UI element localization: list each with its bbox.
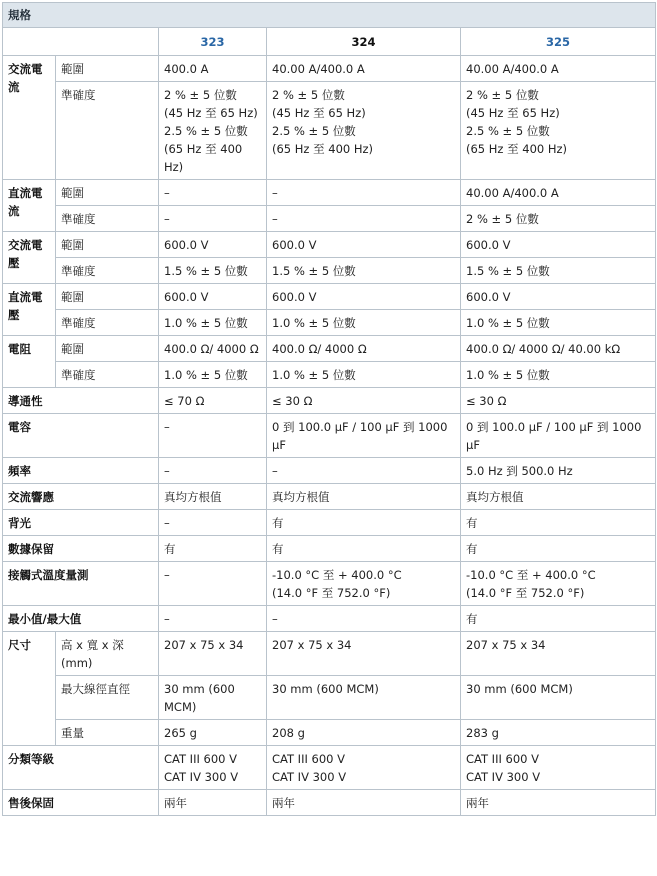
table-title: 規格 <box>3 3 656 28</box>
value-cell: 600.0 V <box>461 284 656 310</box>
value-cell: 1.0 % ± 5 位數 <box>267 362 461 388</box>
value-cell: 600.0 V <box>159 232 267 258</box>
table-row <box>3 606 656 632</box>
value-line: -10.0 °C 至 + 400.0 °C <box>272 568 402 582</box>
value-cell: 207 x 75 x 34 <box>159 632 267 676</box>
category-frequency: 頻率 <box>3 458 159 484</box>
category-resistance: 電阻 <box>3 336 56 388</box>
value-cell: 1.5 % ± 5 位數 <box>461 258 656 284</box>
value-cell: 600.0 V <box>461 232 656 258</box>
table-row <box>3 632 656 676</box>
table-row <box>3 56 656 82</box>
value-cell: – <box>159 414 267 458</box>
value-line: CAT IV 300 V <box>272 770 347 784</box>
table-row <box>3 458 656 484</box>
spec-table <box>2 2 656 816</box>
value-cell <box>461 82 656 180</box>
value-cell: 1.0 % ± 5 位數 <box>159 362 267 388</box>
header-empty-cell <box>3 28 159 56</box>
category-data-hold: 數據保留 <box>3 536 159 562</box>
table-row <box>3 180 656 206</box>
sub-label: 重量 <box>56 720 159 746</box>
category-dc-current: 直流電流 <box>3 180 56 232</box>
value-cell: 有 <box>267 536 461 562</box>
value-line: (45 Hz 至 65 Hz) <box>272 106 366 120</box>
value-cell: 1.5 % ± 5 位數 <box>267 258 461 284</box>
category-warranty: 售後保固 <box>3 790 159 816</box>
value-cell: 1.5 % ± 5 位數 <box>159 258 267 284</box>
value-cell: ≤ 30 Ω <box>461 388 656 414</box>
model-323-header: 323 <box>159 28 267 56</box>
category-ac-voltage: 交流電壓 <box>3 232 56 284</box>
value-line: 2 % ± 5 位數 <box>272 88 345 102</box>
table-row <box>3 82 656 180</box>
value-cell <box>267 746 461 790</box>
value-cell: 208 g <box>267 720 461 746</box>
value-cell: 30 mm (600 MCM) <box>267 676 461 720</box>
value-cell: 兩年 <box>461 790 656 816</box>
value-line: – <box>164 568 170 582</box>
value-line: CAT IV 300 V <box>466 770 541 784</box>
value-cell: 283 g <box>461 720 656 746</box>
category-rating: 分類等級 <box>3 746 159 790</box>
value-cell: 真均方根值 <box>461 484 656 510</box>
value-cell: 有 <box>267 510 461 536</box>
category-min-max: 最小值/最大值 <box>3 606 159 632</box>
table-row <box>3 484 656 510</box>
sub-label: 最大線徑直徑 <box>56 676 159 720</box>
category-contact-temperature: 接觸式溫度量測 <box>3 562 159 606</box>
value-cell: 兩年 <box>267 790 461 816</box>
value-cell <box>461 562 656 606</box>
sub-label: 範圍 <box>56 56 159 82</box>
value-cell: – <box>267 180 461 206</box>
table-row <box>3 510 656 536</box>
value-line: 2 % ± 5 位數 <box>466 88 539 102</box>
sub-label: 準確度 <box>56 362 159 388</box>
value-cell: 有 <box>461 606 656 632</box>
value-line: 2.5 % ± 5 位數 <box>272 124 356 138</box>
value-cell: – <box>159 606 267 632</box>
table-row <box>3 310 656 336</box>
table-row <box>3 414 656 458</box>
value-cell <box>159 82 267 180</box>
value-cell: – <box>159 458 267 484</box>
value-line: 2 % ± 5 位數 <box>164 88 237 102</box>
table-row <box>3 720 656 746</box>
sub-label: 準確度 <box>56 206 159 232</box>
value-cell: 400.0 Ω/ 4000 Ω/ 40.00 kΩ <box>461 336 656 362</box>
table-row <box>3 362 656 388</box>
model-325-header: 325 <box>461 28 656 56</box>
table-row <box>3 258 656 284</box>
spec-table-wrapper <box>2 2 655 816</box>
value-cell: 40.00 A/400.0 A <box>461 180 656 206</box>
value-cell: 有 <box>461 536 656 562</box>
table-row <box>3 536 656 562</box>
value-line: (65 Hz 至 400 Hz) <box>272 142 374 156</box>
value-cell: 真均方根值 <box>267 484 461 510</box>
value-cell: ≤ 70 Ω <box>159 388 267 414</box>
table-row <box>3 746 656 790</box>
value-cell: 600.0 V <box>267 232 461 258</box>
value-line: CAT III 600 V <box>164 752 237 766</box>
value-cell: 40.00 A/400.0 A <box>267 56 461 82</box>
value-line: (65 Hz 至 400 Hz) <box>164 142 243 174</box>
value-cell: 40.00 A/400.0 A <box>461 56 656 82</box>
category-capacitance: 電容 <box>3 414 159 458</box>
value-cell: 5.0 Hz 到 500.0 Hz <box>461 458 656 484</box>
value-cell: 1.0 % ± 5 位數 <box>267 310 461 336</box>
value-cell: 真均方根值 <box>159 484 267 510</box>
category-dc-voltage: 直流電壓 <box>3 284 56 336</box>
value-cell: 0 到 100.0 µF / 100 µF 到 1000 µF <box>461 414 656 458</box>
value-line: CAT III 600 V <box>272 752 345 766</box>
value-cell <box>267 562 461 606</box>
sub-label: 準確度 <box>56 258 159 284</box>
value-cell: 1.0 % ± 5 位數 <box>461 310 656 336</box>
value-cell: – <box>159 510 267 536</box>
value-line: CAT III 600 V <box>466 752 539 766</box>
value-cell: 兩年 <box>159 790 267 816</box>
value-cell: 1.0 % ± 5 位數 <box>159 310 267 336</box>
value-line: 2.5 % ± 5 位數 <box>164 124 248 138</box>
category-ac-current: 交流電流 <box>3 56 56 180</box>
value-cell: – <box>159 180 267 206</box>
value-cell: – <box>267 206 461 232</box>
value-line: 2.5 % ± 5 位數 <box>466 124 550 138</box>
table-row <box>3 562 656 606</box>
model-324-header: 324 <box>267 28 461 56</box>
category-continuity: 導通性 <box>3 388 159 414</box>
table-row <box>3 336 656 362</box>
value-cell: 207 x 75 x 34 <box>461 632 656 676</box>
model-header-row <box>3 28 656 56</box>
sub-label: 範圍 <box>56 284 159 310</box>
table-row <box>3 388 656 414</box>
value-cell: 600.0 V <box>267 284 461 310</box>
table-row <box>3 206 656 232</box>
value-cell: 30 mm (600 MCM) <box>159 676 267 720</box>
value-cell: 0 到 100.0 µF / 100 µF 到 1000 µF <box>267 414 461 458</box>
value-cell <box>267 82 461 180</box>
value-line: (14.0 °F 至 752.0 °F) <box>272 586 391 600</box>
value-cell: – <box>267 458 461 484</box>
category-ac-response: 交流響應 <box>3 484 159 510</box>
sub-label: 高 x 寬 x 深 (mm) <box>56 632 159 676</box>
table-row <box>3 790 656 816</box>
value-cell: 有 <box>461 510 656 536</box>
value-cell: 400.0 A <box>159 56 267 82</box>
value-line: CAT IV 300 V <box>164 770 239 784</box>
table-row <box>3 232 656 258</box>
value-cell: – <box>159 206 267 232</box>
value-cell: 30 mm (600 MCM) <box>461 676 656 720</box>
value-cell: 400.0 Ω/ 4000 Ω <box>159 336 267 362</box>
sub-label: 準確度 <box>56 82 159 180</box>
category-backlight: 背光 <box>3 510 159 536</box>
table-title-row <box>3 3 656 28</box>
value-cell: 400.0 Ω/ 4000 Ω <box>267 336 461 362</box>
value-line: (45 Hz 至 65 Hz) <box>164 106 258 120</box>
value-cell: 2 % ± 5 位數 <box>461 206 656 232</box>
category-size: 尺寸 <box>3 632 56 746</box>
table-row <box>3 284 656 310</box>
value-cell: 600.0 V <box>159 284 267 310</box>
sub-label: 準確度 <box>56 310 159 336</box>
value-line: (14.0 °F 至 752.0 °F) <box>466 586 585 600</box>
value-cell: 有 <box>159 536 267 562</box>
sub-label: 範圍 <box>56 336 159 362</box>
value-cell: – <box>267 606 461 632</box>
value-cell: 207 x 75 x 34 <box>267 632 461 676</box>
value-line: (45 Hz 至 65 Hz) <box>466 106 560 120</box>
value-cell <box>461 746 656 790</box>
table-row <box>3 676 656 720</box>
value-cell: ≤ 30 Ω <box>267 388 461 414</box>
value-cell: 1.0 % ± 5 位數 <box>461 362 656 388</box>
value-cell <box>159 562 267 606</box>
sub-label: 範圍 <box>56 180 159 206</box>
value-line: (65 Hz 至 400 Hz) <box>466 142 568 156</box>
value-line: -10.0 °C 至 + 400.0 °C <box>466 568 596 582</box>
value-cell <box>159 746 267 790</box>
sub-label: 範圍 <box>56 232 159 258</box>
value-cell: 265 g <box>159 720 267 746</box>
